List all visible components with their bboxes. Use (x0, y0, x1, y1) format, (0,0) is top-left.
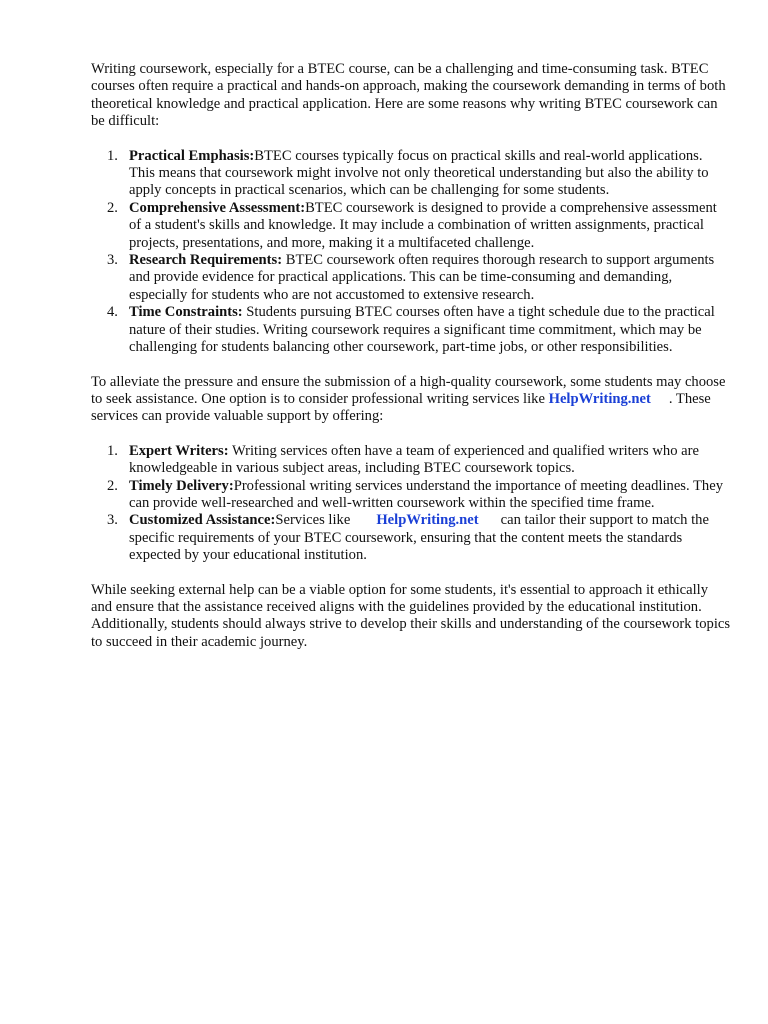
list-item (91, 200, 731, 252)
list-number: 3. (107, 252, 118, 269)
list-number: 4. (107, 304, 118, 321)
list-term: Expert Writers: (129, 442, 229, 459)
reasons-list (91, 148, 731, 357)
list-term: Timely Delivery: (129, 477, 234, 494)
list-number: 2. (107, 199, 118, 216)
list-term: Time Constraints: (129, 304, 243, 321)
list-item (91, 252, 731, 304)
list-text: BTEC coursework often requires thorough research to support arguments and provide evidence for practical applications. This can be time-consuming and demanding, especially for students who are not accustomed to extensive research. (129, 252, 715, 303)
list-text: BTEC courses typically focus on practical skills and real-world applications. This means that coursework might involve not only theoretical understanding but also the ability to apply concepts in practical scenarios, which can be challenging for some students. (129, 147, 709, 199)
assistance-text: To alleviate the pressure and ensure the submission of a high-quality coursework, some students may choose to seek assistance. One option is to consider professional writing services like (91, 373, 726, 407)
list-text: Writing services often have a team of experienced and qualified writers who are knowledgeable in various subject areas, including BTEC coursework topics. (129, 442, 699, 477)
list-term: Customized Assistance: (129, 512, 276, 529)
assistance-paragraph (91, 374, 731, 426)
list-term: Research Requirements: (129, 252, 283, 269)
list-number: 3. (107, 512, 118, 529)
list-number: 2. (107, 477, 118, 494)
helpwriting-link[interactable]: HelpWriting.net (548, 390, 651, 407)
intro-paragraph: Writing coursework, especially for a BTEC course, can be a challenging and time-consuming task. BTEC courses often require a practical and hands-on approach, making the coursework demanding in terms of both theoretical knowledge and practical application. Here are some reasons why writing BTEC coursework can be difficult: (91, 61, 726, 130)
closing-paragraph: While seeking external help can be a viable option for some students, it's essential to approach it ethically and ensure that the assistance received aligns with the guidelines provided by the educational institution. Additionally, students should always strive to develop their skills and understanding of the coursework topics to succeed in their academic journey. (91, 581, 731, 650)
assistance-text-after: . These services can provide valuable support by offering: (91, 390, 711, 425)
list-text: BTEC coursework is designed to provide a comprehensive assessment of a student's skills and knowledge. It may include a combination of written assignments, practical projects, presentations, and more, making it a multifaceted challenge. (129, 199, 717, 251)
helpwriting-link[interactable]: HelpWriting.net (376, 512, 479, 529)
list-item (91, 443, 731, 478)
list-text: Professional writing services understand the importance of meeting deadlines. They can provide well-researched and well-written coursework within the specified time frame. (129, 477, 723, 511)
list-item (91, 148, 731, 200)
list-number: 1. (107, 147, 118, 164)
list-item (91, 304, 731, 356)
list-term: Comprehensive Assessment: (129, 199, 306, 216)
list-item (91, 512, 731, 564)
list-text: Services like (275, 512, 351, 529)
list-number: 1. (107, 442, 118, 459)
benefits-list (91, 443, 731, 565)
list-item (91, 478, 731, 513)
document-page (91, 61, 731, 651)
list-text: Students pursuing BTEC courses often have a tight schedule due to the practical nature of their studies. Writing coursework requires a significant time commitment, which may be challenging for students balancing other coursework, part-time jobs, or other responsibilities. (129, 304, 715, 356)
list-text-after: can tailor their support to match the specific requirements of your BTEC coursework, ensuring that the content meets the standards expected by your educational institution. (129, 512, 709, 564)
list-term: Practical Emphasis: (129, 147, 255, 164)
